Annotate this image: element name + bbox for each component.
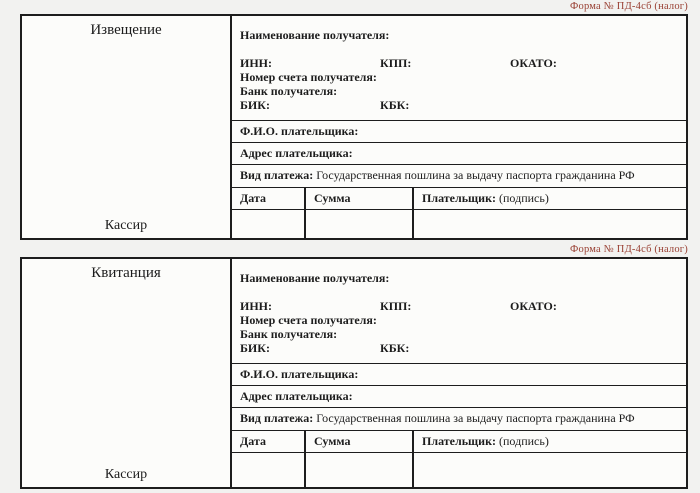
signature-entry-cell — [414, 453, 686, 487]
form-designation-label: Форма № ПД-4сб (налог) — [570, 1, 688, 12]
section-title: Квитанция — [91, 265, 161, 281]
account-number-label: Номер счета получателя: — [240, 70, 377, 84]
receipt-details-column — [232, 259, 686, 487]
amount-entry-cell — [306, 210, 414, 238]
signature-entry-cell — [414, 210, 686, 238]
notice-left-column — [22, 16, 232, 238]
kpp-label: КПП: — [380, 56, 412, 70]
account-number-label: Номер счета получателя: — [240, 313, 377, 327]
kpp-label: КПП: — [380, 299, 412, 313]
payer-address-label: Адрес плательщика: — [240, 146, 353, 160]
payer-name-row — [232, 120, 686, 142]
payment-type-row — [232, 407, 686, 430]
payment-table-entry-row — [232, 209, 686, 238]
payer-address-row — [232, 385, 686, 407]
payment-type-value: Государственная пошлина за выдачу паспорта гражданина РФ — [316, 411, 635, 425]
tax-ids-row — [240, 299, 680, 313]
notice-details-column — [232, 16, 686, 238]
form-designation-label: Форма № ПД-4сб (налог) — [570, 244, 688, 255]
recipient-name-label: Наименование получателя: — [240, 271, 390, 285]
payer-name-label: Ф.И.О. плательщика: — [240, 124, 359, 138]
recipient-bank-label: Банк получателя: — [240, 84, 338, 98]
receipt-section — [20, 244, 688, 489]
recipient-name-label: Наименование получателя: — [240, 28, 390, 42]
okato-label: ОКАТО: — [510, 56, 557, 70]
payer-name-row — [232, 363, 686, 385]
payment-type-value: Государственная пошлина за выдачу паспорта гражданина РФ — [316, 168, 635, 182]
bank-codes-row — [240, 341, 680, 355]
signature-note: (подпись) — [499, 434, 549, 448]
inn-label: ИНН: — [240, 299, 272, 313]
bik-label: БИК: — [240, 98, 270, 112]
notice-section — [20, 1, 688, 240]
inn-label: ИНН: — [240, 56, 272, 70]
bank-codes-row — [240, 98, 680, 112]
payment-table-header — [232, 187, 686, 209]
amount-entry-cell — [306, 453, 414, 487]
payer-signature-header-cell — [414, 431, 686, 452]
payment-table-header — [232, 430, 686, 452]
amount-header-cell: Сумма — [306, 431, 414, 452]
tax-ids-row — [240, 56, 680, 70]
date-entry-cell — [232, 453, 306, 487]
payer-label: Плательщик: — [422, 434, 497, 448]
date-header-cell: Дата — [232, 188, 306, 209]
date-entry-cell — [232, 210, 306, 238]
payer-name-label: Ф.И.О. плательщика: — [240, 367, 359, 381]
receipt-form-box — [20, 257, 688, 489]
receipt-left-column — [22, 259, 232, 487]
payment-type-label: Вид платежа: — [240, 168, 314, 182]
section-title: Извещение — [90, 22, 162, 38]
recipient-details-block — [232, 259, 686, 363]
recipient-details-block — [232, 16, 686, 120]
notice-form-box — [20, 14, 688, 240]
payer-address-label: Адрес плательщика: — [240, 389, 353, 403]
kbk-label: КБК: — [380, 341, 410, 355]
kbk-label: КБК: — [380, 98, 410, 112]
payment-table-entry-row — [232, 452, 686, 487]
okato-label: ОКАТО: — [510, 299, 557, 313]
cashier-label: Кассир — [104, 467, 148, 482]
amount-header-cell: Сумма — [306, 188, 414, 209]
cashier-label: Кассир — [104, 218, 148, 233]
payer-label: Плательщик: — [422, 191, 497, 205]
payer-address-row — [232, 142, 686, 164]
payment-type-row — [232, 164, 686, 187]
payment-type-label: Вид платежа: — [240, 411, 314, 425]
date-header-cell: Дата — [232, 431, 306, 452]
signature-note: (подпись) — [499, 191, 549, 205]
recipient-bank-label: Банк получателя: — [240, 327, 338, 341]
payer-signature-header-cell — [414, 188, 686, 209]
bik-label: БИК: — [240, 341, 270, 355]
